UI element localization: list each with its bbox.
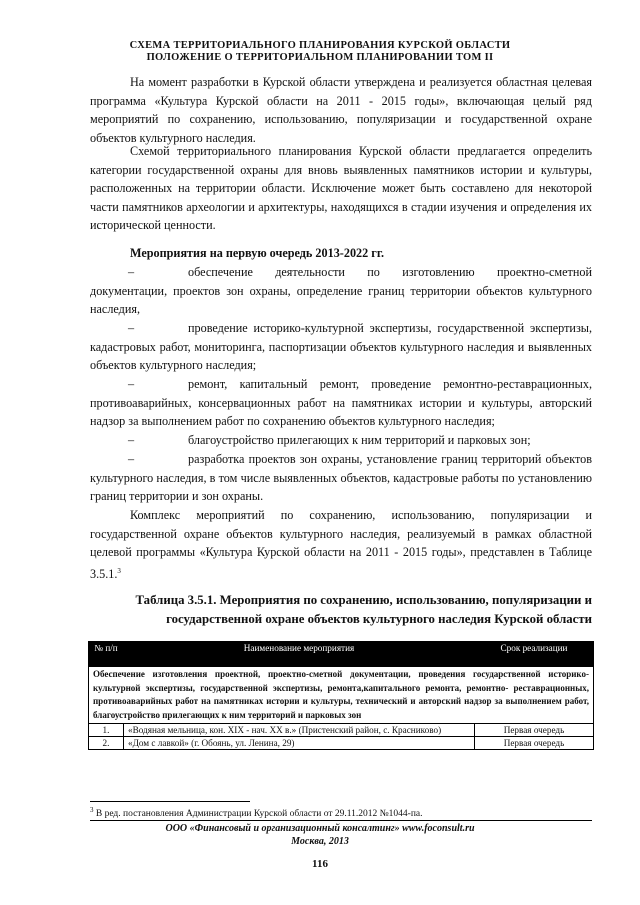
bullet-item: – ремонт, капитальный ремонт, проведение ремонтно-реставрационных, противоаварийных, консервационных работ на памятниках истории и культуры, авторский надзор за выполнением работ по сохранению объектов культурного наследия;	[90, 377, 592, 429]
table-section-row	[89, 667, 594, 724]
row-term: Первая очередь	[475, 737, 594, 750]
bullet-item: – благоустройство прилегающих к ним территорий и парковых зон;	[90, 431, 592, 450]
footnote: $^3$ В ред. постановления Администрации Курской области от 29.11.2012 №1044-па.	[90, 806, 423, 820]
row-num: 1.	[89, 724, 124, 737]
header-subtitle: ПОЛОЖЕНИЕ О ТЕРРИТОРИАЛЬНОМ ПЛАНИРОВАНИИ ТОМ II	[146, 52, 494, 63]
closing-paragraph: Комплекс мероприятий по сохранению, использованию, популяризации и государственной охране объектов культурного наследия, реализуемый в рамках областной целевой программы «Культура Курской области на 2011 - 2015 годы», представлен в Таблице 3.5.1.$^3$	[90, 508, 592, 581]
footer-divider	[90, 820, 592, 821]
page-number: 116	[312, 858, 328, 870]
dash-marker: –	[128, 433, 135, 447]
dash-marker: –	[128, 452, 135, 466]
dash-marker: –	[128, 377, 135, 391]
dash-marker: –	[128, 265, 135, 279]
row-name: «Дом с лавкой» (г. Обоянь, ул. Ленина, 29)	[124, 737, 475, 750]
subheading: Мероприятия на первую очередь 2013-2022 гг.	[130, 246, 385, 260]
bullet-item: – проведение историко-культурной экспертизы, государственной экспертизы, кадастровых работ, мониторинга, паспортизации объектов культурного наследия и выявленных объектов культурного наследия;	[90, 321, 592, 373]
col-header-name: Наименование мероприятия	[124, 642, 475, 667]
row-term: Первая очередь	[475, 724, 594, 737]
table-row	[89, 724, 594, 737]
footnote-divider	[90, 801, 250, 802]
row-num: 2.	[89, 737, 124, 750]
col-header-term: Срок реализации	[475, 642, 594, 667]
measures-table	[88, 641, 594, 750]
footer-city: Москва, 2013	[291, 836, 349, 847]
table-header-row	[89, 642, 594, 667]
col-header-num: № п/п	[89, 642, 124, 667]
footer-company: ООО «Финансовый и организационный консалтинг» www.foconsult.ru	[165, 823, 475, 834]
section-cell: Обеспечение изготовления проектной, проектно-сметной документации, проведения государственной историко-культурной экспертизы, государственной экспертизы, ремонта,капитального ремонта, ремонтно- реставрационных, противоаварийных работ на памятниках истории и культуры, технический и авторский надзор за выполнением работ, благоустройство прилегающих к ним территорий и парковых зон	[89, 667, 594, 724]
bullet-item: – разработка проектов зон охраны, установление границ территорий объектов культурного наследия, в том числе выявленных объектов, кадастровые работы по установлению границ территории и зон охраны.	[90, 452, 592, 504]
bullet-item: – обеспечение деятельности по изготовлению проектно-сметной документации, проектов зон охраны, определение границ территории объектов культурного наследия,	[90, 265, 592, 317]
intro-paragraph-1: На момент разработки в Курской области утверждена и реализуется областная целевая программа «Культура Курской области на 2011 - 2015 годы», включающая целый ряд мероприятий по сохранению, использованию, популяризации и государственной охране объектов культурного наследия.	[90, 75, 592, 145]
header-title: СХЕМА ТЕРРИТОРИАЛЬНОГО ПЛАНИРОВАНИЯ КУРСКОЙ ОБЛАСТИ	[129, 40, 511, 51]
table-caption-line-2: государственной охране объектов культурного наследия Курской области	[166, 612, 592, 626]
intro-paragraph-2: Схемой территориального планирования Курской области предлагается определить категории государственной охраны для вновь выявленных памятников истории и культуры, расположенных на территории области. Исключение может быть составлено для некоторой части памятников археологии и архитектуры, находящихся в стадии изучения и определения их исторической ценности.	[90, 144, 592, 233]
table-row	[89, 737, 594, 750]
table-caption-line-1: Таблица 3.5.1. Мероприятия по сохранению, использованию, популяризации и	[135, 593, 592, 607]
dash-marker: –	[128, 321, 135, 335]
footnote-ref: 3	[117, 566, 121, 575]
row-name: «Водяная мельница, кон. XIX - нач. XX в.» (Пристенский район, с. Красниково)	[124, 724, 475, 737]
